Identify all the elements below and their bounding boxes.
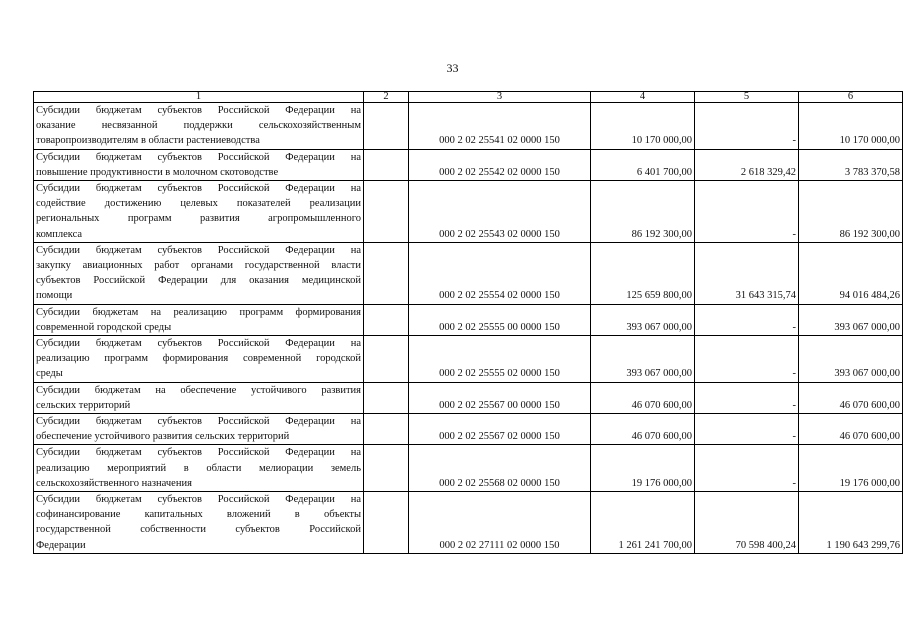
amount-col6-cell: 393 067 000,00 — [799, 304, 903, 335]
empty-cell — [364, 304, 409, 335]
header-row — [34, 92, 903, 103]
row-name-line: содействие достижению целевых показателей реализации — [36, 198, 361, 210]
empty-cell — [364, 149, 409, 180]
subsidies-table — [33, 91, 903, 554]
row-name-cell — [34, 445, 364, 492]
row-name-line: реализацию программ формирования современной городской — [36, 353, 361, 365]
row-name-line: сельскохозяйственного назначения — [36, 477, 192, 489]
budget-code-cell: 000 2 02 25567 00 0000 150 — [409, 382, 591, 413]
row-name-line: Субсидии бюджетам на реализацию программ формирования — [36, 306, 361, 318]
amount-col6-cell: 393 067 000,00 — [799, 336, 903, 383]
row-name-line: комплекса — [36, 228, 83, 240]
amount-col5-cell: - — [695, 414, 799, 445]
row-name-cell — [34, 103, 364, 150]
amount-col6-cell: 1 190 643 299,76 — [799, 492, 903, 554]
row-name-line: Федерации — [36, 539, 86, 551]
column-header: 2 — [364, 92, 409, 103]
row-name-cell — [34, 414, 364, 445]
row-name-line: Субсидии бюджетам субъектов Российской Федерации на — [36, 338, 361, 350]
budget-code-cell: 000 2 02 25568 02 0000 150 — [409, 445, 591, 492]
row-name-line: реализацию мероприятий в области мелиорации земель — [36, 462, 361, 474]
amount-col5-cell: - — [695, 445, 799, 492]
amount-col5-cell: - — [695, 181, 799, 243]
empty-cell — [364, 242, 409, 304]
row-name-line: Субсидии бюджетам субъектов Российской Федерации на — [36, 447, 361, 459]
row-name-cell — [34, 149, 364, 180]
table-row — [34, 492, 903, 554]
amount-col6-cell: 10 170 000,00 — [799, 103, 903, 150]
row-name-line: современной городской среды — [36, 321, 172, 333]
amount-col4-cell: 1 261 241 700,00 — [591, 492, 695, 554]
row-name-line: обеспечение устойчивого развития сельских территорий — [36, 431, 290, 443]
row-name-line: оказание несвязанной поддержки сельскохозяйственным — [36, 120, 361, 132]
budget-code-cell: 000 2 02 25567 02 0000 150 — [409, 414, 591, 445]
column-header: 4 — [591, 92, 695, 103]
amount-col5-cell: - — [695, 103, 799, 150]
empty-cell — [364, 492, 409, 554]
budget-code-cell: 000 2 02 25555 02 0000 150 — [409, 336, 591, 383]
amount-col4-cell: 6 401 700,00 — [591, 149, 695, 180]
row-name-line: Субсидии бюджетам субъектов Российской Федерации на — [36, 151, 361, 163]
amount-col6-cell: 94 016 484,26 — [799, 242, 903, 304]
row-name-cell — [34, 336, 364, 383]
row-name-cell — [34, 181, 364, 243]
empty-cell — [364, 414, 409, 445]
amount-col6-cell: 86 192 300,00 — [799, 181, 903, 243]
page-number: 33 — [446, 61, 459, 75]
amount-col5-cell: - — [695, 382, 799, 413]
table-row — [34, 304, 903, 335]
row-name-line: Субсидии бюджетам субъектов Российской Федерации на — [36, 183, 361, 195]
table-row — [34, 242, 903, 304]
amount-col5-cell: 70 598 400,24 — [695, 492, 799, 554]
amount-col6-cell: 46 070 600,00 — [799, 414, 903, 445]
budget-code-cell: 000 2 02 25542 02 0000 150 — [409, 149, 591, 180]
amount-col5-cell: - — [695, 304, 799, 335]
row-name-cell — [34, 242, 364, 304]
row-name-line: Субсидии бюджетам на обеспечение устойчивого развития — [36, 384, 361, 396]
column-header: 5 — [695, 92, 799, 103]
empty-cell — [364, 181, 409, 243]
row-name-line: сельских территорий — [36, 399, 131, 411]
table-row — [34, 149, 903, 180]
row-name-cell — [34, 382, 364, 413]
amount-col4-cell: 10 170 000,00 — [591, 103, 695, 150]
amount-col4-cell: 46 070 600,00 — [591, 382, 695, 413]
amount-col6-cell: 19 176 000,00 — [799, 445, 903, 492]
row-name-cell — [34, 304, 364, 335]
row-name-line: среды — [36, 368, 63, 380]
budget-code-cell: 000 2 02 25555 00 0000 150 — [409, 304, 591, 335]
amount-col5-cell: - — [695, 336, 799, 383]
row-name-line: Субсидии бюджетам субъектов Российской Федерации на — [36, 416, 361, 428]
table-row — [34, 382, 903, 413]
row-name-line: Субсидии бюджетам субъектов Российской Федерации на — [36, 494, 361, 506]
row-name-line: помощи — [36, 290, 73, 302]
amount-col5-cell: 2 618 329,42 — [695, 149, 799, 180]
amount-col4-cell: 393 067 000,00 — [591, 304, 695, 335]
budget-code-cell: 000 2 02 25543 02 0000 150 — [409, 181, 591, 243]
budget-code-cell: 000 2 02 27111 02 0000 150 — [409, 492, 591, 554]
table-row — [34, 445, 903, 492]
row-name-line: Субсидии бюджетам субъектов Российской Федерации на — [36, 105, 361, 116]
amount-col4-cell: 393 067 000,00 — [591, 336, 695, 383]
row-name-line: Субсидии бюджетам субъектов Российской Федерации на — [36, 244, 361, 256]
row-name-line: субъектов Российской Федерации для оказания медицинской — [36, 275, 361, 287]
column-header: 1 — [34, 92, 364, 103]
budget-code-cell: 000 2 02 25541 02 0000 150 — [409, 103, 591, 150]
amount-col6-cell: 46 070 600,00 — [799, 382, 903, 413]
empty-cell — [364, 445, 409, 492]
table-row — [34, 414, 903, 445]
row-name-line: товаропроизводителям в области растениеводства — [36, 135, 260, 147]
amount-col4-cell: 125 659 800,00 — [591, 242, 695, 304]
amount-col4-cell: 19 176 000,00 — [591, 445, 695, 492]
table-row — [34, 181, 903, 243]
column-header: 3 — [409, 92, 591, 103]
row-name-line: закупку авиационных работ органами государственной власти — [36, 260, 361, 272]
amount-col4-cell: 86 192 300,00 — [591, 181, 695, 243]
row-name-line: региональных программ развития агропромышленного — [36, 213, 361, 225]
amount-col5-cell: 31 643 315,74 — [695, 242, 799, 304]
empty-cell — [364, 103, 409, 150]
row-name-line: повышение продуктивности в молочном скотоводстве — [36, 166, 279, 178]
row-name-line: государственной собственности субъектов Российской — [36, 524, 361, 536]
amount-col6-cell: 3 783 370,58 — [799, 149, 903, 180]
budget-code-cell: 000 2 02 25554 02 0000 150 — [409, 242, 591, 304]
empty-cell — [364, 336, 409, 383]
table-row — [34, 103, 903, 150]
empty-cell — [364, 382, 409, 413]
row-name-line: софинансирование капитальных вложений в объекты — [36, 509, 361, 521]
column-header: 6 — [799, 92, 903, 103]
row-name-cell — [34, 492, 364, 554]
table-row — [34, 336, 903, 383]
amount-col4-cell: 46 070 600,00 — [591, 414, 695, 445]
table-body — [34, 92, 903, 554]
